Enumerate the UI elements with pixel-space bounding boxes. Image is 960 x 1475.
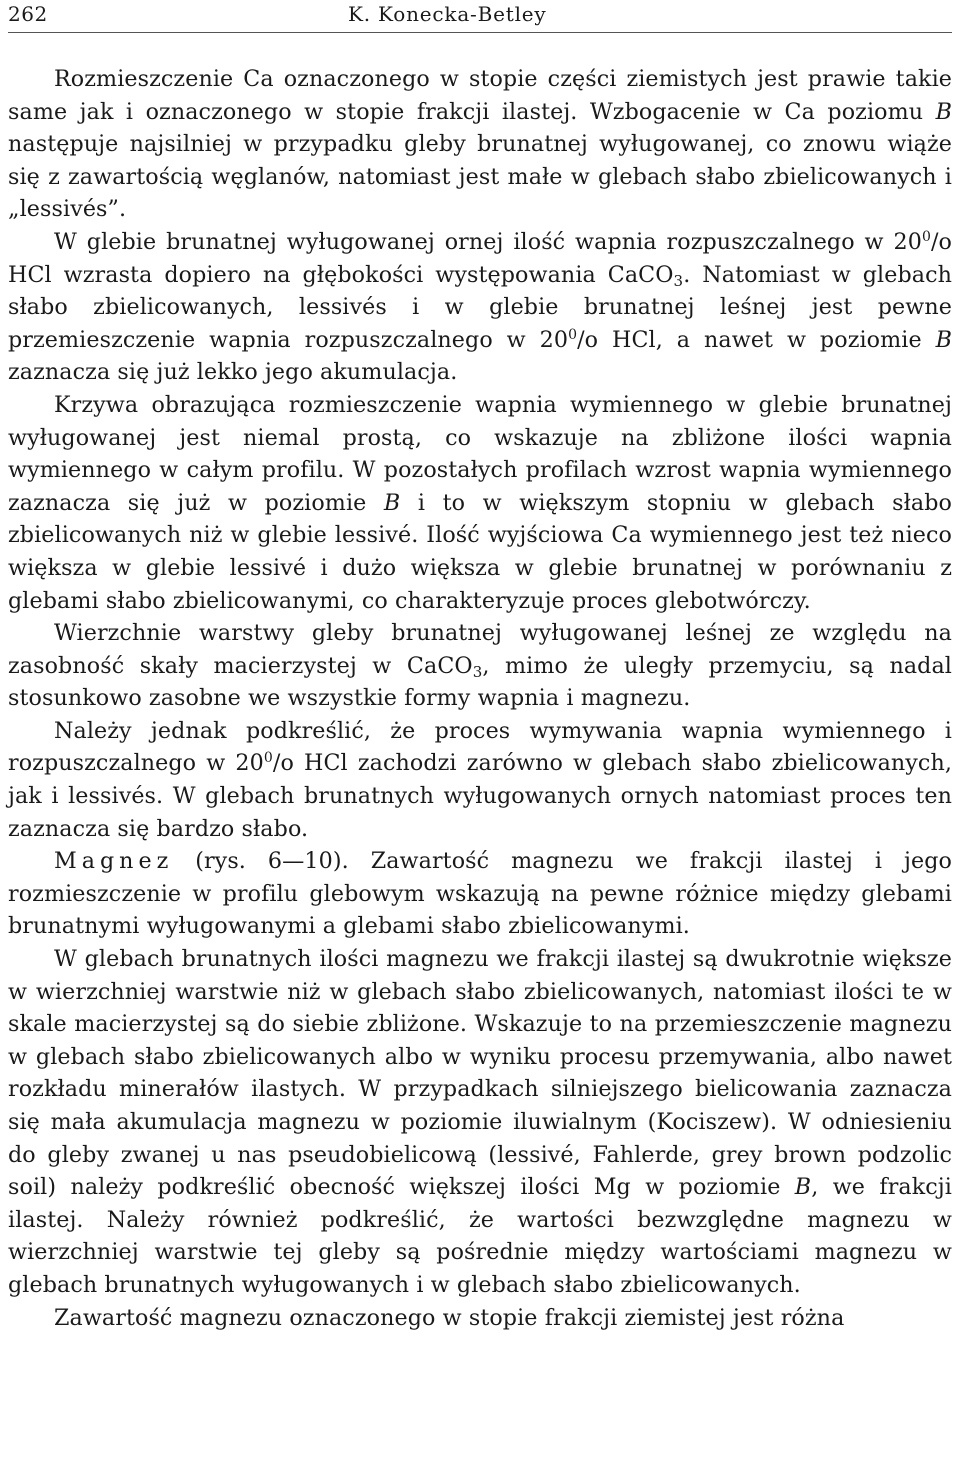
body-text xyxy=(8,63,952,1334)
text-run: B xyxy=(935,326,952,353)
paragraph xyxy=(8,617,952,715)
paragraph xyxy=(8,226,952,389)
text-run: Zawartość magnezu oznaczonego w stopie frakcji ziemistej jest różna xyxy=(54,1304,845,1331)
text-run: (rys. 6—10). Zawartość magnezu we frakcji ilastej i jego rozmieszczenie w profilu glebowym wskazują na pewne różnice między glebami brunatnymi wyługowanymi a glebami słabo zbielicowanymi. xyxy=(8,848,952,940)
text-run: i to w większym stopniu w glebach słabo zbielicowanych niż w glebie lessivé. Ilość wyjściowa Ca wymiennego jest też nieco większa w glebie lessivé i dużo większa w glebie brunatnej w porównaniu z glebami słabo zbielicowanymi, co charakteryzuje proces glebotwórczy. xyxy=(8,489,953,614)
text-run: Magnez xyxy=(54,848,174,875)
text-run: Należy jednak podkreślić, że proces wymywania wapnia wymiennego i rozpuszczalnego w 20 xyxy=(8,717,952,777)
text-run: następuje najsilniej w przypadku gleby brunatnej wyługowanej, co znowu wiąże się z zawartością węglanów, natomiast jest małe w glebach słabo zbielicowanych i „lessivés”. xyxy=(8,131,952,223)
text-run: Krzywa obrazująca rozmieszczenie wapnia wymiennego w glebie brunatnej wyługowanej jest niemal prostą, co wskazuje na zbliżone ilości wapnia wymiennego w całym profilu. W pozostałych profilach wzrost wapnia wymiennego zaznacza się już w poziomie xyxy=(8,391,952,516)
text-run: W glebie brunatnej wyługowanej ornej ilość wapnia rozpuszczalnego w 20 xyxy=(54,228,922,255)
paragraph xyxy=(8,389,952,617)
text-run: /o HCl, a nawet w poziomie xyxy=(577,326,936,353)
text-run: Wierzchnie warstwy gleby brunatnej wyługowanej leśnej ze względu na zasobność skały macierzystej w CaCO xyxy=(8,620,952,679)
paragraph xyxy=(8,63,952,226)
text-run: 3 xyxy=(673,271,684,290)
text-run: 0 xyxy=(568,326,578,343)
paragraph xyxy=(8,943,952,1302)
text-run: /o HCl zachodzi zarówno w glebach słabo zbielicowanych, jak i lessivés. W glebach brunatnych wyługowanych ornych natomiast proces ten zaznacza się bardzo słabo. xyxy=(8,750,952,842)
text-run: 0 xyxy=(921,228,931,245)
text-run: 3 xyxy=(472,662,483,681)
text-run: , we frakcji ilastej. Należy również podkreślić, że wartości bezwzględne magnezu w wierzchniej warstwie tej gleby są pośrednie między wartościami magnezu w glebach brunatnych wyługowanych i w glebach słabo zbielicowanych. xyxy=(8,1174,952,1298)
paragraph xyxy=(8,845,952,943)
text-run: /o HCl wzrasta dopiero na głębokości występowania CaCO xyxy=(8,228,952,288)
text-run: B xyxy=(794,1174,812,1201)
text-run: B xyxy=(383,489,401,516)
text-run: . Natomiast w glebach słabo zbielicowanych, lessivés i w glebie brunatnej leśnej jest pewne przemieszczenie wapnia rozpuszczalnego w 20 xyxy=(8,261,952,353)
page-number: 262 xyxy=(8,2,48,26)
text-run: 0 xyxy=(263,750,273,767)
text-run: Rozmieszczenie Ca oznaczonego w stopie części ziemistych jest prawie takie same jak i oznaczonego w stopie frakcji ilastej. Wzbogacenie w Ca poziomu xyxy=(8,66,952,125)
paragraph xyxy=(8,715,952,845)
text-run: W glebach brunatnych ilości magnezu we frakcji ilastej są dwukrotnie większe w wierzchniej warstwie niż w glebach słabo zbielicowanych, natomiast ilości te w skale macierzystej są do siebie zbliżone. Wskazuje to na przemieszczenie magnezu w glebach słabo zbielicowanych albo w wyniku procesu przemywania, albo nawet rozkładu minerałów ilastych. W przypadkach silniejszego bielicowania zaznacza się mała akumulacja magnezu w poziomie iluwialnym (Kociszew). W odniesieniu do gleby zwanej u nas pseudobielicową (lessivé, Fahlerde, grey brown podzolic soil) należy podkreślić obecność większej ilości Mg w poziomie xyxy=(8,946,952,1201)
paragraph xyxy=(8,1302,952,1335)
text-run: B xyxy=(935,98,952,125)
text-run: zaznacza się już lekko jego akumulacja. xyxy=(8,359,458,386)
page-header xyxy=(8,0,952,33)
text-run: , mimo że uległy przemyciu, są nadal stosunkowo zasobne we wszystkie formy wapnia i magnezu. xyxy=(8,652,952,712)
running-head: K. Konecka-Betley xyxy=(348,2,547,26)
